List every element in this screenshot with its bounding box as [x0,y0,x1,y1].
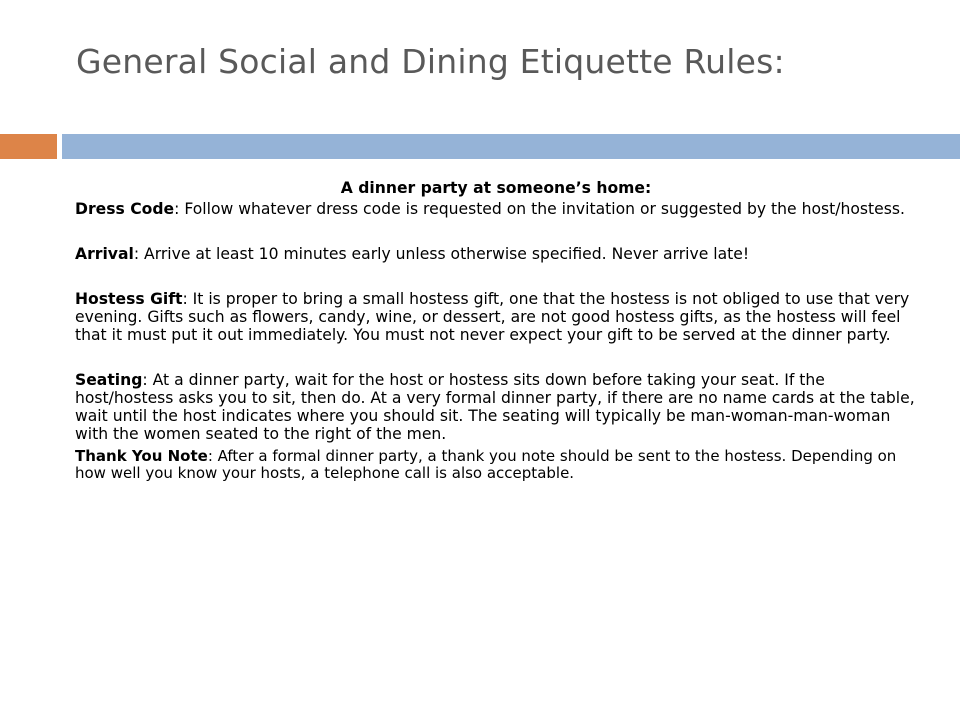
text-thank-you-note: After a formal dinner party, a thank you note should be sent to the hostess. Depending on how well you know your hosts, a telephone call is also acceptable. [75,447,897,482]
label-hostess-gift: Hostess Gift [75,290,183,308]
paragraph-dress-code [75,200,917,218]
paragraph-hostess-gift [75,290,917,344]
text-arrival: Arrive at least 10 minutes early unless otherwise specified. Never arrive late! [144,245,750,263]
paragraph-arrival [75,245,917,263]
text-seating: At a dinner party, wait for the host or hostess sits down before taking your seat. If the host/hostess asks you to sit, then do. At a very formal dinner party, if there are no name cards at the table, wait until the host indicates where you should sit. The seating will typically be man-woman-man-woman with the women seated to the right of the men. [75,371,915,443]
separator: : [207,447,218,465]
paragraph-thank-you-note [75,448,917,482]
label-dress-code: Dress Code [75,200,175,218]
accent-bar-orange [0,134,57,159]
label-arrival: Arrival [75,245,134,263]
text-hostess-gift: It is proper to bring a small hostess gift, one that the hostess is not obliged to use that very evening. Gifts such as flowers, candy, wine, or dessert, are not good hostess gifts, as the hostess will feel that it must put it out immediately. You must not never expect your gift to be served at the dinner party. [75,290,910,344]
accent-bar-blue [62,134,960,159]
section-subheading: A dinner party at someone’s home: [340,179,652,197]
separator: : [182,290,193,308]
separator: : [142,371,153,389]
label-seating: Seating [75,371,143,389]
text-dress-code: Follow whatever dress code is requested on the invitation or suggested by the host/hostess. [184,200,905,218]
separator: : [133,245,145,263]
label-thank-you-note: Thank You Note [75,447,208,465]
separator: : [174,200,185,218]
content-body [75,179,917,482]
paragraph-seating [75,371,917,443]
slide-title: General Social and Dining Etiquette Rules: [76,42,785,81]
